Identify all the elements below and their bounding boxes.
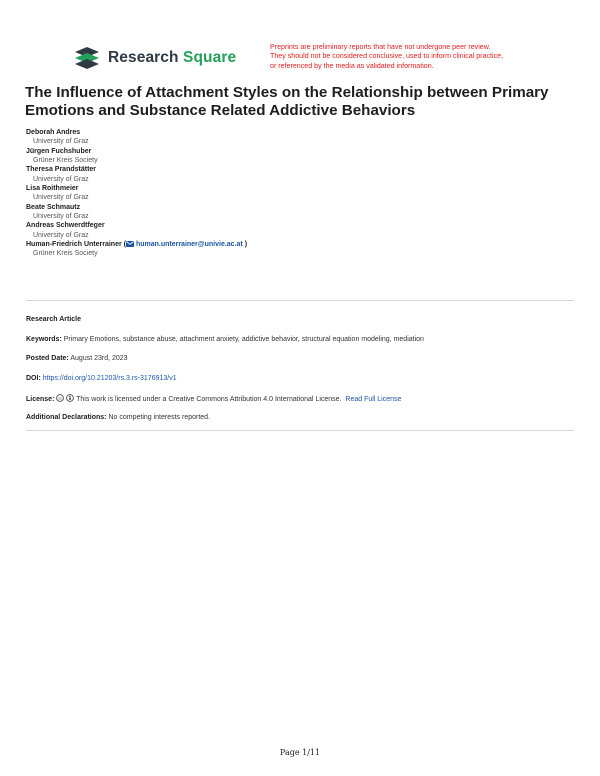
- read-full-license-link[interactable]: Read Full License: [345, 396, 402, 403]
- additional-declarations-row: [26, 414, 210, 421]
- corresponding-author-email-link[interactable]: human.unterrainer@univie.ac.at: [135, 241, 243, 249]
- preprint-disclaimer: [270, 43, 540, 71]
- section-divider: [26, 300, 574, 301]
- declarations-value: No competing interests reported.: [108, 414, 211, 421]
- close-paren: ): [244, 241, 248, 249]
- author-name: Theresa Prandstätter: [26, 166, 97, 174]
- attribution-icon: [66, 394, 74, 402]
- author-affiliation: Grüner Kreis Society: [33, 250, 98, 258]
- logo-brand-text: Research: [108, 49, 179, 66]
- disclaimer-line: Preprints are preliminary reports that have not undergone peer review.: [270, 43, 491, 51]
- posted-date-row: [26, 355, 128, 362]
- research-square-logo[interactable]: [74, 46, 236, 70]
- doi-row: [26, 375, 177, 382]
- author-name: Beate Schmautz: [26, 203, 81, 211]
- paper-title: The Influence of Attachment Styles on the Relationship between Primary Emotions and Substance Related Addictive Behaviors: [25, 84, 549, 119]
- section-divider: [26, 430, 574, 431]
- doi-link[interactable]: https://doi.org/10.21203/rs.3.rs-3176913/v1: [42, 375, 177, 382]
- corresponding-author-name: Human-Friedrich Unterrainer: [26, 241, 122, 249]
- open-paren: (: [123, 241, 126, 249]
- posted-date-label: Posted Date:: [26, 355, 69, 362]
- keywords-value: Primary Emotions, substance abuse, attachment anxiety, addictive behavior, structural equation modeling, mediation: [63, 336, 424, 343]
- author-name: Lisa Roithmeier: [26, 185, 79, 193]
- license-label: License:: [26, 396, 55, 403]
- article-type: [26, 316, 81, 323]
- author-affiliation: University of Graz: [33, 175, 89, 183]
- corresponding-author: [26, 240, 247, 249]
- author-affiliation: University of Graz: [33, 213, 89, 221]
- author-affiliation: University of Graz: [33, 194, 89, 202]
- creative-commons-icon: [56, 394, 64, 402]
- disclaimer-line: or referenced by the media as validated information.: [270, 61, 434, 70]
- declarations-label: Additional Declarations:: [26, 414, 107, 421]
- author-list: [26, 128, 247, 259]
- research-square-logo-icon: [74, 46, 100, 70]
- author-affiliation: Grüner Kreis Society: [33, 157, 98, 165]
- author-name: Jürgen Fuchshuber: [26, 147, 92, 155]
- logo-brand-accent-text: Square: [183, 49, 237, 66]
- doi-label: DOI:: [26, 375, 41, 382]
- author-name: Andreas Schwerdtfeger: [26, 222, 105, 230]
- posted-date-value: August 23rd, 2023: [70, 355, 128, 362]
- envelope-icon: [123, 241, 134, 249]
- page-number: Page 1/11: [279, 748, 321, 757]
- article-type-text: Research Article: [26, 316, 81, 323]
- keywords-label: Keywords:: [26, 336, 62, 343]
- author-name: Deborah Andres: [26, 129, 81, 136]
- svg-text:cc: cc: [58, 396, 63, 401]
- author-affiliation: University of Graz: [33, 231, 89, 239]
- license-row: [26, 394, 401, 403]
- logo-text: [108, 49, 236, 67]
- disclaimer-line: They should not be considered conclusive, used to inform clinical practice,: [270, 52, 504, 61]
- license-text: This work is licensed under a Creative Commons Attribution 4.0 International License.: [76, 396, 342, 403]
- author-affiliation: University of Graz: [33, 138, 89, 146]
- keywords-row: [26, 336, 424, 343]
